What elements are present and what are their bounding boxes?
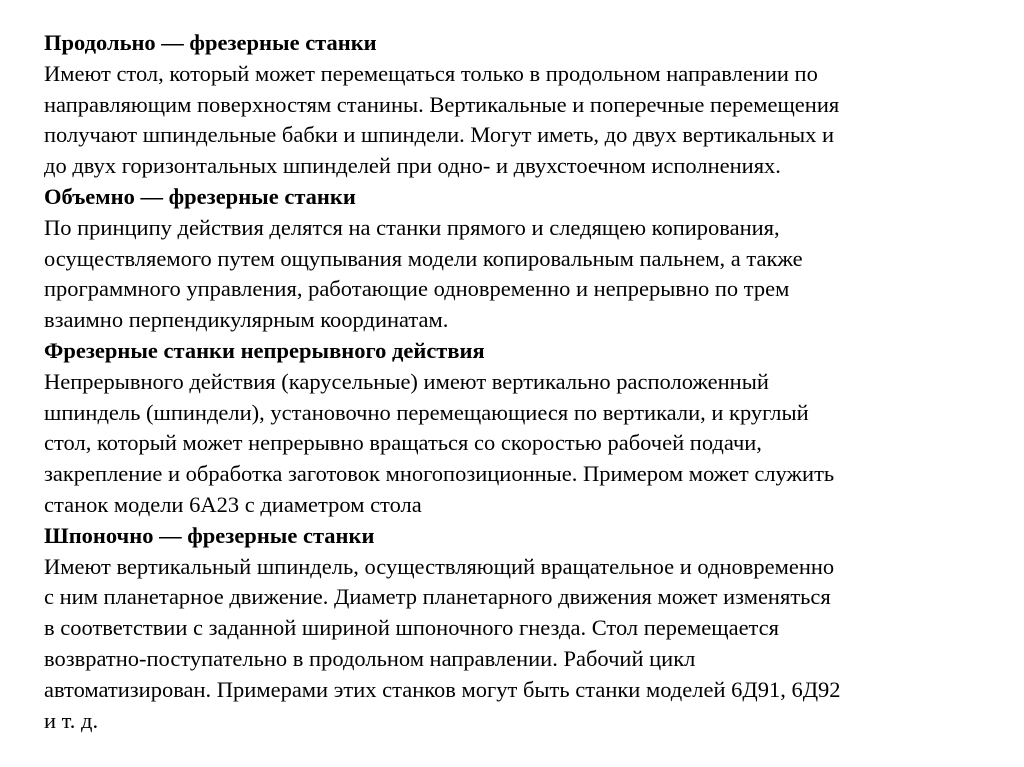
- text-line: до двух горизонтальных шпинделей при одно- и двухстоечном исполнениях.: [44, 153, 781, 179]
- text-line: закрепление и обработка заготовок многопозиционные. Примером может служить: [44, 461, 835, 487]
- slide-text-body: [44, 28, 1004, 736]
- text-line: Непрерывного действия (карусельные) имеют вертикально расположенный: [44, 368, 769, 394]
- section-title-longitudinal: Продольно — фрезерные станки: [44, 30, 377, 55]
- text-line: получают шпиндельные бабки и шпиндели. Могут иметь, до двух вертикальных и: [44, 122, 835, 148]
- section-title-keyway: Шпоночно — фрезерные станки: [44, 522, 375, 548]
- section-title-volumetric: Объемно — фрезерные станки: [44, 183, 356, 209]
- text-line: осуществляемого путем ощупывания модели копировальным пальнем, а также: [44, 245, 803, 271]
- text-line: стол, который может непрерывно вращаться со скоростью рабочей подачи,: [44, 430, 762, 456]
- text-line: взаимно перпендикулярным координатам.: [44, 307, 449, 333]
- text-line: возвратно-поступательно в продольном направлении. Рабочий цикл: [44, 645, 696, 671]
- text-line: Имеют стол, который может перемещаться только в продольном направлении по: [44, 60, 818, 86]
- section-title-continuous: Фрезерные станки непрерывного действия: [44, 337, 485, 363]
- text-line: с ним планетарное движение. Диаметр планетарного движения может изменяться: [44, 584, 831, 610]
- text-line: шпиндель (шпиндели), установочно перемещающиеся по вертикали, и круглый: [44, 399, 809, 425]
- text-line: в соответствии с заданной шириной шпоночного гнезда. Стол перемещается: [44, 615, 779, 641]
- text-line: направляющим поверхностям станины. Вертикальные и поперечные перемещения: [44, 91, 840, 117]
- text-line: автоматизирован. Примерами этих станков могут быть станки моделей 6Д91, 6Д92: [44, 676, 841, 702]
- text-line: станок модели 6А23 с диаметром стола: [44, 491, 422, 517]
- text-line: Имеют вертикальный шпиндель, осуществляющий вращательное и одновременно: [44, 553, 835, 579]
- text-line: и т. д.: [44, 707, 99, 733]
- text-line: По принципу действия делятся на станки прямого и следящею копирования,: [44, 214, 780, 240]
- text-line: программного управления, работающие одновременно и непрерывно по трем: [44, 276, 790, 302]
